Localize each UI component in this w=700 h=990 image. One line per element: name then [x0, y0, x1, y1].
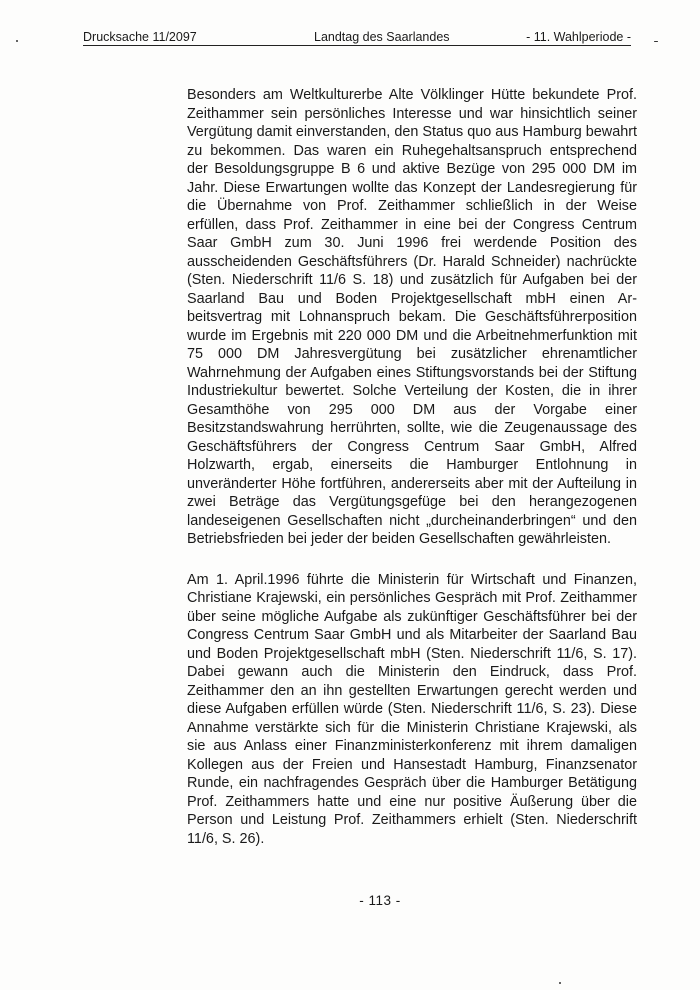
scan-speck [559, 982, 561, 984]
page-number-text: - 113 - [359, 893, 401, 908]
scan-speck [654, 41, 658, 42]
header-legislative-period: - 11. Wahlperiode - [526, 30, 631, 44]
page-number [0, 893, 700, 908]
scan-speck [16, 40, 18, 42]
header-institution: Landtag des Saarlandes [314, 30, 450, 44]
page-header [83, 27, 631, 46]
paragraph-1: Besonders am Weltkulturerbe Alte Völklinger Hütte bekundete Prof. Zeithammer sein persönliches Interesse und war hinsichtlich seiner Vergütung damit einverstanden, den Status quo aus Hamburg bewahrt zu bekommen. Das waren ein Ruhegehaltsanspruch entsprechend der Besoldungsgruppe B 6 und aktive Bezüge von 295 000 DM im Jahr. Diese Erwartungen wollte das Konzept der Landesregierung für die Übernahme von Prof. Zeithammer schließlich in der Weise erfüllen, dass Prof. Zeithammer in eine bei der Congress Centrum Saar GmbH zum 30. Juni 1996 frei werdende Position des ausscheidenden Geschäftsführers (Dr. Harald Schneider) nachrückte (Sten. Niederschrift 11/6 S. 18) und zusätzlich für Aufgaben bei der Saarland Bau und Boden Projektgesellschaft mbH einen Arbeitsvertrag mit Lohnanspruch bekam. Die Geschäftsführerposition wurde im Ergebnis mit 220 000 DM und die Arbeitnehmerfunktion mit 75 000 DM Jahresvergütung bei zusätzlicher ehrenamtlicher Wahrnehmung der Aufgaben eines Stiftungsvorstands bei der Stiftung Industriekultur bewertet. Solche Verteilung der Kosten, die in ihrer Gesamthöhe von 295 000 DM aus der Vorgabe einer Besitzstandswahrung herrührten, sollte, wie die Zeugenaussage des Geschäftsführers der Congress Centrum Saar GmbH, Alfred Holzwarth, ergab, einerseits die Hamburger Entlohnung in unveränderter Höhe fortführen, andererseits aber mit der Aufteilung in zwei Beträge das Vergütungsgefüge bei den herangezogenen landeseigenen Gesellschaften nicht „durcheinanderbringen“ und den Betriebsfrieden bei jeder der beiden Gesellschaften gewährleisten. [187, 87, 637, 547]
header-document-number: Drucksache 11/2097 [83, 30, 197, 44]
body-text [187, 86, 637, 870]
paragraph-2: Am 1. April.1996 führte die Ministerin für Wirtschaft und Finanzen, Christiane Krajewski, ein persönliches Gespräch mit Prof. Zeithammer über seine mögliche Aufgabe als zukünftiger Geschäftsführer bei der Congress Centrum Saar GmbH und als Mitarbeiter der Saarland Bau und Boden Projektgesellschaft mbH (Sten. Niederschrift 11/6, S. 17). Dabei gewann auch die Ministerin den Eindruck, dass Prof. Zeithammer den an ihn gestellten Erwartungen gerecht werden und diese Aufgaben erfüllen würde (Sten. Niederschrift 11/6, S. 23). Diese Annahme verstärkte sich für die Ministerin Christiane Krajewski, als sie aus Anlass einer Finanzministerkonferenz mit ihrem damaligen Kollegen aus der Freien und Hansestadt Hamburg, Finanzsenator Runde, ein nachfragendes Gespräch über die Hamburger Betätigung Prof. Zeithammers hatte und eine nur positive Äußerung über die Person und Leistung Prof. Zeithammers erhielt (Sten. Niederschrift 11/6, S. 26). [187, 571, 637, 847]
